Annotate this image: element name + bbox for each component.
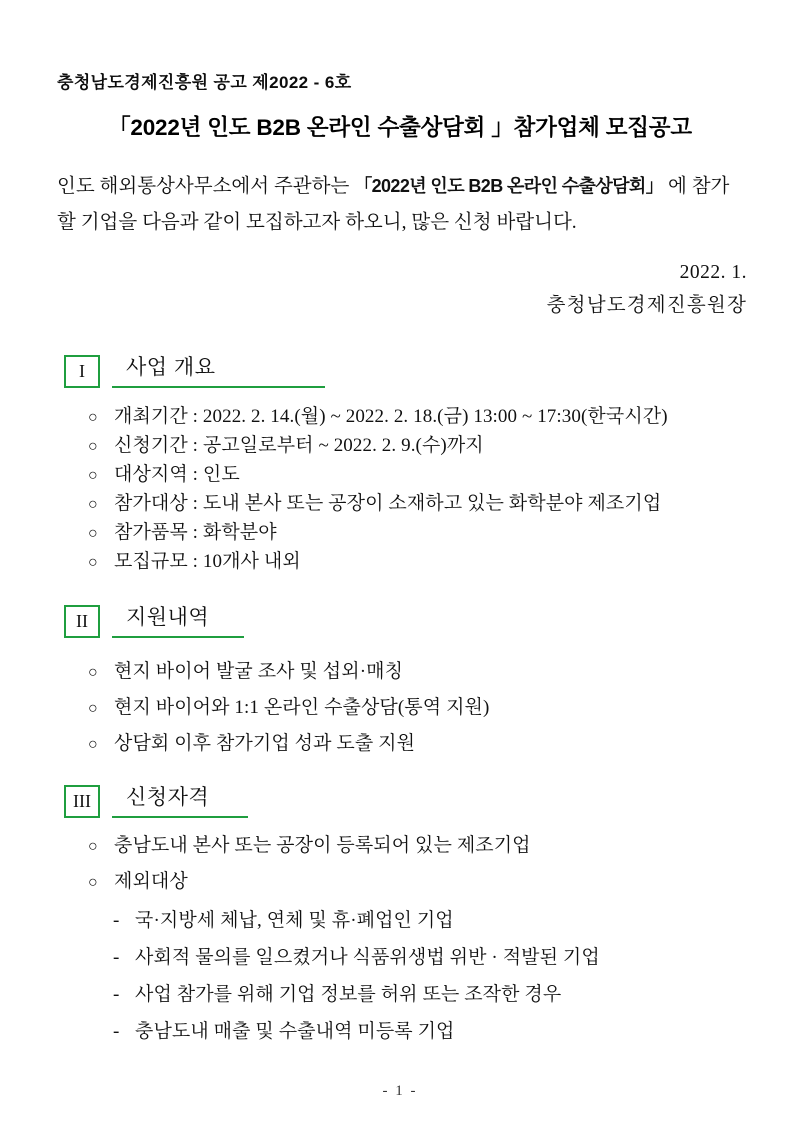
list-item	[88, 866, 531, 902]
issuer-name: 충청남도경제진흥원장	[546, 295, 747, 316]
sub-list-item	[113, 942, 600, 979]
intro-event-name: 「2022년 인도 B2B 온라인 수출상담회」	[354, 176, 664, 196]
bullet-circle-icon: ○	[88, 525, 98, 542]
list-item-label: 개최기간 : 2022. 2. 14.(월) ~ 2022. 2. 18.(금) 13:00 ~ 17:30(한국시간)	[114, 406, 668, 427]
list-item	[88, 459, 668, 488]
list-item	[88, 830, 531, 866]
list-item-label: 상담회 이후 참가기업 성과 도출 지원	[114, 733, 416, 754]
section-title-3: 신청자격	[126, 786, 210, 809]
list-item	[88, 728, 489, 764]
sub-list-item	[113, 905, 600, 942]
bullet-circle-icon: ○	[88, 496, 98, 513]
section-title-underline-2	[112, 605, 244, 638]
sub-list-item	[113, 979, 600, 1016]
bullet-circle-icon: ○	[88, 664, 98, 681]
section-2-list	[88, 656, 489, 764]
section-3-sub-list	[113, 905, 600, 1053]
list-item	[88, 430, 668, 459]
section-numeral-2: II	[64, 605, 100, 638]
document-title: 「2022년 인도 B2B 온라인 수출상담회 」참가업체 모집공고	[108, 115, 692, 140]
list-item	[88, 488, 668, 517]
bullet-circle-icon: ○	[88, 554, 98, 571]
bullet-circle-icon: ○	[88, 736, 98, 753]
sub-list-item-label: 국·지방세 체납, 연체 및 휴·폐업인 기업	[135, 910, 454, 931]
list-item	[88, 692, 489, 728]
list-item	[88, 656, 489, 692]
section-title-1: 사업 개요	[126, 356, 216, 379]
bullet-circle-icon: ○	[88, 467, 98, 484]
intro-text-lead: 인도 해외통상사무소에서 주관하는	[57, 176, 355, 197]
list-item-label: 현지 바이어와 1:1 온라인 수출상담(통역 지원)	[114, 697, 490, 718]
list-item	[88, 517, 668, 546]
bullet-circle-icon: ○	[88, 700, 98, 717]
list-item-label: 현지 바이어 발굴 조사 및 섭외·매칭	[114, 661, 404, 682]
section-heading-1	[64, 348, 325, 388]
section-title-underline-3	[112, 785, 248, 818]
list-item-label: 신청기간 : 공고일로부터 ~ 2022. 2. 9.(수)까지	[114, 435, 484, 456]
list-item-label: 참가품목 : 화학분야	[114, 522, 277, 543]
bullet-dash-icon: -	[113, 910, 120, 931]
sub-list-item-label: 사회적 물의를 일으켰거나 식품위생법 위반 · 적발된 기업	[135, 947, 600, 968]
list-item-label: 참가대상 : 도내 본사 또는 공장이 소재하고 있는 화학분야 제조기업	[114, 493, 662, 514]
section-1-list	[88, 401, 668, 575]
intro-paragraph	[57, 168, 747, 241]
issue-date: 2022. 1.	[679, 262, 747, 283]
list-item-label: 충남도내 본사 또는 공장이 등록되어 있는 제조기업	[114, 835, 531, 856]
sub-list-item-label: 사업 참가를 위해 기업 정보를 허위 또는 조작한 경우	[135, 984, 562, 1005]
bullet-dash-icon: -	[113, 1021, 120, 1042]
bullet-circle-icon: ○	[88, 438, 98, 455]
section-title-underline-1	[112, 355, 325, 388]
intro-text-tail: 에 참가할 기업을 다음과 같이 모집하고자 하오니, 많은 신청 바랍니다.	[57, 176, 730, 233]
list-item	[88, 401, 668, 430]
bullet-circle-icon: ○	[88, 838, 98, 855]
list-item	[88, 546, 668, 575]
sub-list-item-label: 충남도내 매출 및 수출내역 미등록 기업	[135, 1021, 455, 1042]
document-number: 충청남도경제진흥원 공고 제2022 - 6호	[57, 73, 352, 92]
section-title-2: 지원내역	[126, 606, 210, 629]
signature-block	[547, 256, 747, 322]
section-3-list	[88, 830, 531, 902]
section-numeral-1: I	[64, 355, 100, 388]
section-heading-3	[64, 778, 248, 818]
sub-list-item	[113, 1016, 600, 1053]
list-item-label: 모집규모 : 10개사 내외	[114, 551, 301, 572]
bullet-dash-icon: -	[113, 984, 120, 1005]
bullet-circle-icon: ○	[88, 874, 98, 891]
list-item-label: 제외대상	[114, 871, 188, 892]
list-item-label: 대상지역 : 인도	[114, 464, 240, 485]
bullet-circle-icon: ○	[88, 409, 98, 426]
page-number-footer: - 1 -	[382, 1083, 418, 1099]
section-heading-2	[64, 598, 244, 638]
section-numeral-3: III	[64, 785, 100, 818]
bullet-dash-icon: -	[113, 947, 120, 968]
